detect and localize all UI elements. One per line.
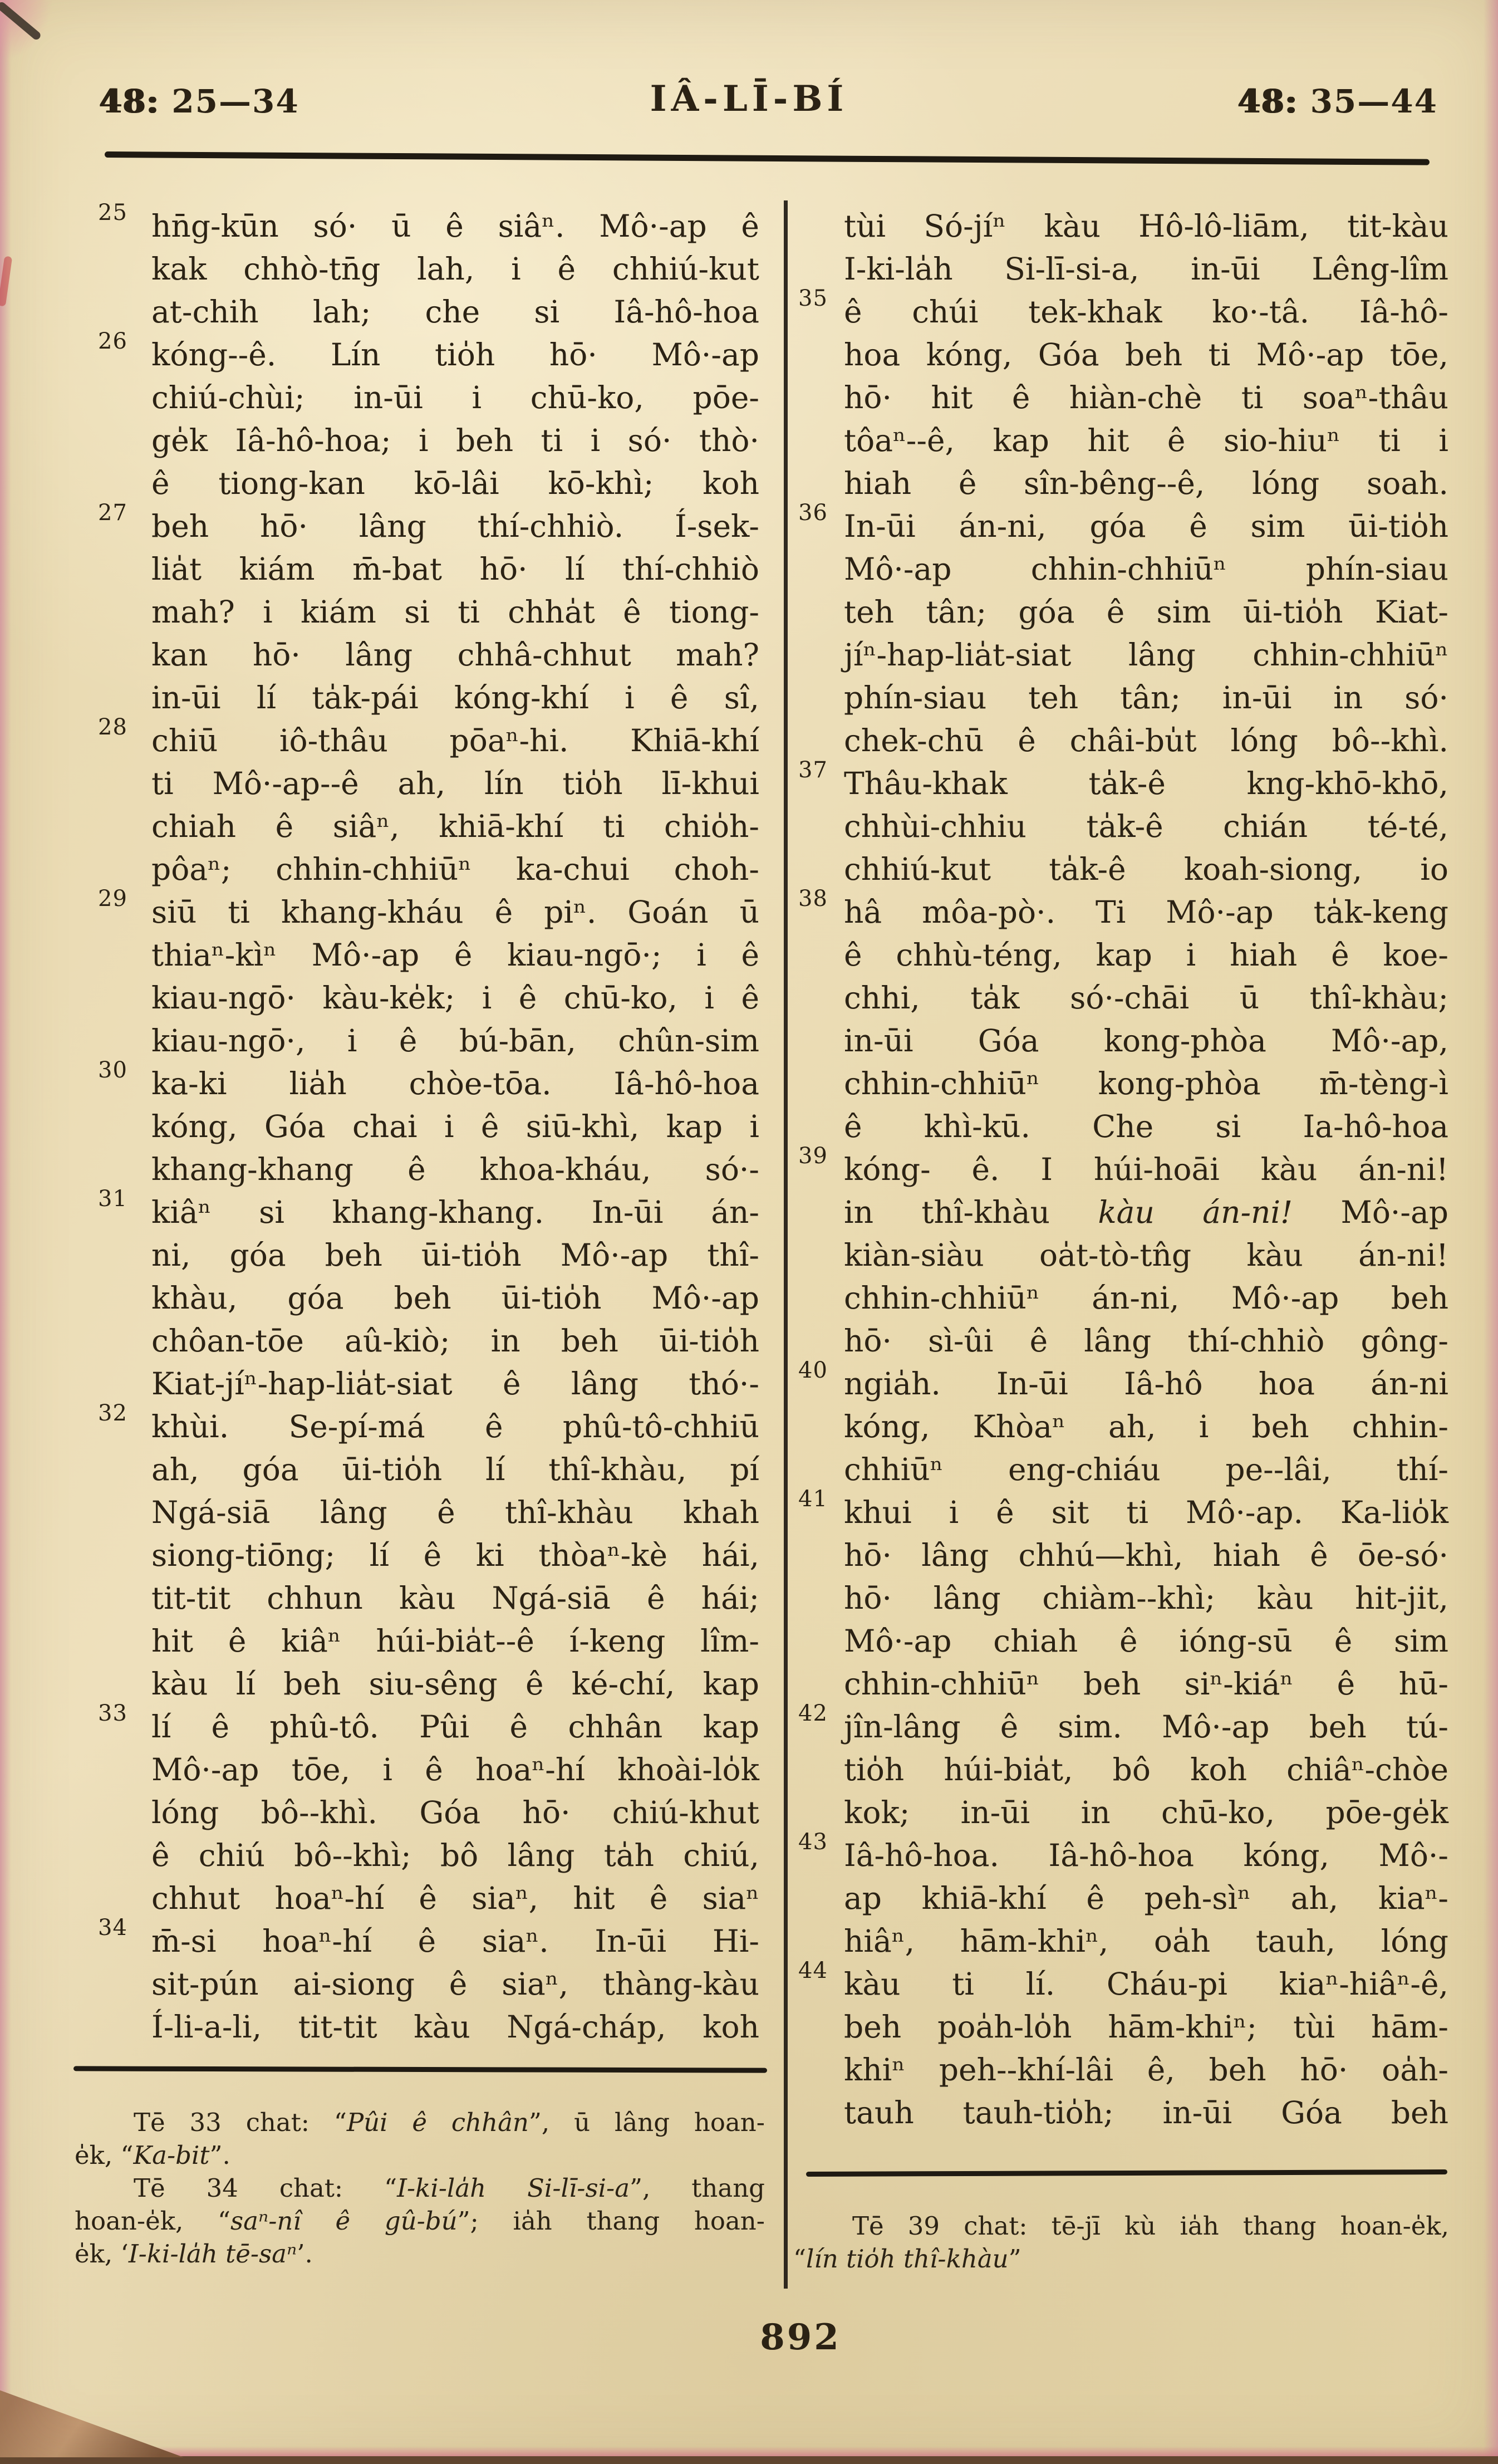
line-text: kàu lí beh siu-sêng ê ké-chí, kap [151, 1666, 759, 1702]
text-line [98, 1186, 759, 1234]
line-text: kan hō· lâng chhâ-chhut mah? [151, 637, 759, 673]
verse-number: 34 [98, 1915, 127, 1941]
text-line [798, 1958, 1448, 2006]
verse-number: 33 [98, 1701, 127, 1726]
footnote-line [75, 2205, 765, 2237]
verse-number: 29 [98, 886, 127, 912]
line-text: Mô·-ap chhin-chhiūⁿ phín-siau [844, 551, 1448, 587]
text-line [844, 1791, 1448, 1834]
line-text: hō· lâng chiàm--khì; kàu hit-jit, [844, 1580, 1448, 1616]
line-text: ka-ki lia̍h chòe-tōa. Iâ-hô-hoa [151, 1066, 759, 1101]
line-text: In-ūi án-ni, góa ê sim ūi-tio̍h [844, 508, 1448, 544]
text-line [151, 1748, 759, 1791]
text-line [98, 1701, 759, 1748]
text-line [151, 591, 759, 634]
line-text: kak chhò-tn̄g lah, i ê chhiú-kut [151, 251, 759, 287]
text-line [844, 1062, 1448, 1105]
line-text: kàu ti lí. Cháu-pi kiaⁿ-hiâⁿ-ê, [844, 1966, 1448, 2002]
line-text: m̄-si hoaⁿ-hí ê siaⁿ. In-ūi Hi- [151, 1923, 759, 1959]
text-line [844, 934, 1448, 977]
verse-number: 26 [98, 329, 127, 354]
text-line [844, 677, 1448, 719]
line-text: chhin-chhiūⁿ án-ni, Mô·-ap beh [844, 1280, 1448, 1316]
text-line [844, 548, 1448, 591]
line-text: pôaⁿ; chhin-chhiūⁿ ka-chui choh- [151, 851, 759, 887]
line-text: lia̍t kiám m̄-bat hō· lí thí-chhiò [151, 551, 759, 587]
text-line [844, 805, 1448, 848]
text-line [151, 1148, 759, 1191]
line-text: in thî-khàu kàu án-ni! Mô·-ap [844, 1194, 1448, 1230]
text-line [98, 1915, 759, 1963]
line-text: Iâ-hô-hoa. Iâ-hô-hoa kóng, Mô·- [844, 1838, 1448, 1873]
text-line [844, 2091, 1448, 2134]
column-divider [784, 200, 788, 2289]
line-text: chôan-tōe aû-kiò; in beh ūi-tio̍h [151, 1323, 759, 1359]
footnote-text: Tē 34 chat: “I-ki-la̍h Si-lī-si-a”, thang [134, 2173, 765, 2203]
line-text: jîn-lâng ê sim. Mô·-ap beh tú- [844, 1709, 1448, 1745]
text-line [844, 419, 1448, 462]
verse-number: 43 [798, 1829, 828, 1855]
line-text: chhin-chhiūⁿ beh siⁿ-kiáⁿ ê hū- [844, 1666, 1448, 1702]
line-text: khui i ê sit ti Mô·-ap. Ka-lio̍k [844, 1495, 1448, 1530]
text-line [151, 1877, 759, 1920]
chapter-number-right: 48: [1237, 82, 1298, 120]
line-text: Mô·-ap tōe, i ê hoaⁿ-hí khoài-lo̍k [151, 1752, 759, 1787]
line-text: tùi Só-jíⁿ kàu Hô-lô-liām, tit-kàu [844, 208, 1448, 244]
page-edge-left [0, 0, 11, 2464]
text-line [844, 591, 1448, 634]
text-line [151, 1491, 759, 1534]
verse-range-right [1237, 82, 1438, 120]
line-text: chhùi-chhiu ta̍k-ê chián té-té, [844, 809, 1448, 844]
verse-number: 32 [98, 1400, 127, 1426]
text-line [844, 248, 1448, 291]
text-line [844, 376, 1448, 419]
text-line [844, 334, 1448, 376]
text-line [844, 1920, 1448, 1963]
text-line [844, 1105, 1448, 1148]
line-text: hō· lâng chhú—khì, hiah ê ōe-só· [844, 1537, 1448, 1573]
page-edge-bottom-shadow [0, 2456, 1498, 2464]
text-line [844, 1405, 1448, 1448]
line-text: hiâⁿ, hām-khiⁿ, oa̍h tauh, lóng [844, 1923, 1448, 1959]
line-text: kok; in-ūi in chū-ko, pōe-ge̍k [844, 1795, 1448, 1830]
line-text: siong-tiōng; lí ê ki thòaⁿ-kè hái, [151, 1537, 759, 1573]
line-text: kóng- ê. I húi-hoāi kàu án-ni! [844, 1152, 1448, 1187]
text-line [151, 1534, 759, 1577]
line-text: chiū iô-thâu pōaⁿ-hi. Khiā-khí [151, 723, 759, 758]
text-line [151, 1234, 759, 1277]
line-text: chiú-chùi; in-ūi i chū-ko, pōe- [151, 380, 759, 415]
verse-number: 36 [798, 500, 828, 526]
verse-number: 40 [798, 1358, 828, 1383]
text-line [151, 248, 759, 291]
line-text: kóng--ê. Lín tio̍h hō· Mô·-ap [151, 337, 759, 373]
line-text: Ngá-siā lâng ê thî-khàu khah [151, 1495, 759, 1530]
verse-number: 25 [98, 200, 127, 226]
footnote-line [793, 2210, 1449, 2242]
text-line [798, 757, 1448, 805]
line-text: hō· hit ê hiàn-chè ti soaⁿ-thâu [844, 380, 1448, 415]
text-line [844, 1320, 1448, 1363]
line-text: tio̍h húi-bia̍t, bô koh chiâⁿ-chòe [844, 1752, 1448, 1787]
line-text: hiah ê sîn-bêng--ê, lóng soah. [844, 466, 1448, 501]
line-text: tit-tit chhun kàu Ngá-siā ê hái; [151, 1580, 759, 1616]
text-line [98, 500, 759, 548]
line-text: ê tiong-kan kō-lâi kō-khì; koh [151, 466, 759, 501]
verse-number: 28 [98, 714, 127, 740]
text-line [151, 376, 759, 419]
footnotes-left [75, 2106, 765, 2270]
footnote-text: e̍k, ‘I-ki-la̍h tē-saⁿ’. [75, 2239, 313, 2269]
text-line [151, 419, 759, 462]
line-text: ni, góa beh ūi-tio̍h Mô·-ap thî- [151, 1237, 759, 1273]
text-line [798, 886, 1448, 934]
text-line [844, 1577, 1448, 1620]
text-line [844, 1277, 1448, 1320]
footnote-line [793, 2242, 1449, 2275]
line-text: ti Mô·-ap--ê ah, lín tio̍h lī-khui [151, 766, 759, 801]
line-text: ah, góa ūi-tio̍h lí thî-khàu, pí [151, 1452, 759, 1487]
text-line [151, 677, 759, 719]
line-text: mah? i kiám si ti chha̍t ê tiong- [151, 594, 759, 630]
line-text: Í-li-a-li, tit-tit kàu Ngá-cháp, koh [151, 2009, 759, 2045]
verse-number: 41 [798, 1486, 828, 1512]
footnote-text: Tē 39 chat: tē-jī kù ia̍h thang hoan-e̍k, [852, 2211, 1449, 2241]
text-line [798, 500, 1448, 548]
line-text: teh tân; góa ê sim ūi-tio̍h Kiat- [844, 594, 1448, 630]
text-line [151, 1791, 759, 1834]
text-line [98, 886, 759, 934]
text-line [844, 2049, 1448, 2091]
line-text: chhi, ta̍k só·-chāi ū thî-khàu; [844, 980, 1448, 1016]
page-number: 892 [760, 2316, 841, 2358]
footnote-text: Tē 33 chat: “Pûi ê chhân”, ū lâng hoan- [134, 2108, 765, 2137]
text-line [844, 2006, 1448, 2049]
text-line [844, 205, 1448, 248]
verse-span-right: 35—44 [1310, 82, 1438, 120]
text-line [98, 1400, 759, 1448]
line-text: jíⁿ-hap-lia̍t-siat lâng chhin-chhiūⁿ [844, 637, 1448, 673]
text-line [151, 1277, 759, 1320]
text-line [798, 1143, 1448, 1191]
line-text: hn̄g-kūn só· ū ê siâⁿ. Mô·-ap ê [151, 208, 759, 244]
line-text: tauh tauh-tio̍h; in-ūi Góa beh [844, 2095, 1448, 2130]
footnotes-right [793, 2210, 1449, 2275]
line-text: lóng bô--khì. Góa hō· chiú-khut [151, 1795, 759, 1830]
header-rule [105, 151, 1430, 165]
text-line [151, 1448, 759, 1491]
text-line [844, 1448, 1448, 1491]
text-line [798, 1358, 1448, 1405]
text-line [151, 291, 759, 334]
line-text: chiah ê siâⁿ, khiā-khí ti chio̍h- [151, 809, 759, 844]
text-line [151, 848, 759, 891]
text-line [844, 1620, 1448, 1663]
verse-number: 44 [798, 1958, 828, 1983]
text-line [151, 634, 759, 677]
text-line [844, 1534, 1448, 1577]
line-text: hoa kóng, Góa beh ti Mô·-ap tōe, [844, 337, 1448, 373]
verse-number: 39 [798, 1143, 828, 1169]
footnote-line [75, 2106, 765, 2139]
text-line [98, 200, 759, 248]
chapter-number-left: 48: [99, 82, 160, 120]
text-line [151, 1620, 759, 1663]
text-line [844, 719, 1448, 762]
text-line [151, 1363, 759, 1405]
line-text: phín-siau teh tân; in-ūi in só· [844, 680, 1448, 716]
text-line [151, 1320, 759, 1363]
text-line [844, 977, 1448, 1020]
text-line [151, 1105, 759, 1148]
line-text: tôaⁿ--ê, kap hit ê sio-hiuⁿ ti i [844, 423, 1448, 458]
book-title: IÂ-LĪ-BÍ [650, 78, 848, 120]
line-text: khiⁿ peh--khí-lâi ê, beh hō· oa̍h- [844, 2052, 1448, 2088]
text-line [844, 848, 1448, 891]
line-text: thiaⁿ-kìⁿ Mô·-ap ê kiau-ngō·; i ê [151, 937, 759, 973]
text-line [844, 1191, 1448, 1234]
line-text: kóng, Góa chai i ê siū-khì, kap i [151, 1109, 759, 1144]
line-text: Thâu-khak ta̍k-ê kng-khō-khō, [844, 766, 1448, 801]
line-text: hit ê kiâⁿ húi-bia̍t--ê í-keng lîm- [151, 1623, 759, 1659]
verse-number: 42 [798, 1701, 828, 1726]
line-text: chhiú-kut ta̍k-ê koah-siong, io [844, 851, 1448, 887]
text-line [151, 1834, 759, 1877]
text-line [98, 329, 759, 376]
footnote-line [75, 2172, 765, 2205]
footnote-text: hoan-e̍k, “saⁿ-nî ê gû-bú”; ia̍h thang hoan- [75, 2206, 765, 2236]
line-text: ngia̍h. In-ūi Iâ-hô hoa án-ni [844, 1366, 1448, 1402]
text-line [798, 1829, 1448, 1877]
line-text: kiau-ngō·, i ê bú-bān, chûn-sim [151, 1023, 759, 1059]
text-line [798, 286, 1448, 334]
line-text: Mô·-ap chiah ê ióng-sū ê sim [844, 1623, 1448, 1659]
line-text: hâ môa-pò·. Ti Mô·-ap ta̍k-keng [844, 894, 1448, 930]
text-line [151, 548, 759, 591]
line-text: in-ūi Góa kong-phòa Mô·-ap, [844, 1023, 1448, 1059]
text-line [151, 762, 759, 805]
line-text: in-ūi lí ta̍k-pái kóng-khí i ê sî, [151, 680, 759, 716]
text-line [151, 977, 759, 1020]
footnote-text: e̍k, “Ka-bit”. [75, 2140, 230, 2170]
footnote-line [75, 2139, 765, 2172]
line-text: ê khì-kū. Che si Ia-hô-hoa [844, 1109, 1448, 1144]
verse-range-left [99, 82, 299, 120]
line-text: ê chiú bô--khì; bô lâng ta̍h chiú, [151, 1838, 759, 1873]
line-text: kiàn-siàu oa̍t-tò-tn̂g kàu án-ni! [844, 1237, 1448, 1273]
text-line [798, 1486, 1448, 1534]
line-text: beh hō· lâng thí-chhiò. Í-sek- [151, 508, 759, 544]
line-text: beh poa̍h-lo̍h hām-khiⁿ; tùi hām- [844, 2009, 1448, 2045]
footnote-line [75, 2237, 765, 2270]
text-line [151, 805, 759, 848]
verse-span-left: 25—34 [171, 82, 299, 120]
line-text: kóng, Khòaⁿ ah, i beh chhin- [844, 1409, 1448, 1444]
line-text: ap khiā-khí ê peh-sìⁿ ah, kiaⁿ- [844, 1880, 1448, 1916]
text-line [844, 1020, 1448, 1062]
text-line [151, 1663, 759, 1706]
text-line [151, 2006, 759, 2049]
text-line [844, 462, 1448, 505]
line-text: siū ti khang-kháu ê piⁿ. Goán ū [151, 894, 759, 930]
text-line [844, 634, 1448, 677]
line-text: I-ki-la̍h Si-lī-si-a, in-ūi Lêng-lîm [844, 251, 1448, 287]
footnote-rule-left [73, 2066, 767, 2073]
line-text: kiau-ngō· kàu-ke̍k; i ê chū-ko, i ê [151, 980, 759, 1016]
text-line [844, 1663, 1448, 1706]
footnote-rule-right [806, 2169, 1447, 2177]
line-text: chek-chū ê châi-bu̍t lóng bô--khì. [844, 723, 1448, 758]
line-text: ê chúi tek-khak ko·-tâ. Iâ-hô- [844, 294, 1448, 330]
line-text: ge̍k Iâ-hô-hoa; i beh ti i só· thò· [151, 423, 759, 458]
text-line [151, 462, 759, 505]
verse-number: 31 [98, 1186, 127, 1212]
verse-number: 30 [98, 1057, 127, 1083]
line-text: khàu, góa beh ūi-tio̍h Mô·-ap [151, 1280, 759, 1316]
line-text: lí ê phû-tô. Pûi ê chhân kap [151, 1709, 759, 1745]
line-text: at-chih lah; che si Iâ-hô-hoa [151, 294, 759, 330]
text-line [151, 934, 759, 977]
line-text: khang-khang ê khoa-kháu, só·- [151, 1152, 759, 1187]
text-line [98, 1057, 759, 1105]
text-line [151, 1963, 759, 2006]
text-column-left [98, 200, 759, 2049]
verse-number: 27 [98, 500, 127, 526]
text-line [98, 714, 759, 762]
text-line [151, 1577, 759, 1620]
text-line [844, 1877, 1448, 1920]
verse-number: 37 [798, 757, 828, 783]
text-line [844, 1234, 1448, 1277]
text-line [151, 1020, 759, 1062]
line-text: Kiat-jíⁿ-hap-lia̍t-siat ê lâng thó·- [151, 1366, 759, 1402]
page-edge-bottom-pink [0, 2446, 1498, 2457]
line-text: hō· sì-ûi ê lâng thí-chhiò gông- [844, 1323, 1448, 1359]
verse-number: 38 [798, 886, 828, 912]
verse-number: 35 [798, 286, 828, 311]
line-text: kiâⁿ si khang-khang. In-ūi án- [151, 1194, 759, 1230]
line-text: chhiūⁿ eng-chiáu pe--lâi, thí- [844, 1452, 1448, 1487]
text-line [844, 1748, 1448, 1791]
line-text: chhut hoaⁿ-hí ê siaⁿ, hit ê siaⁿ [151, 1880, 759, 1916]
line-text: chhin-chhiūⁿ kong-phòa m̄-tèng-ì [844, 1066, 1448, 1101]
footnote-text: “lín tio̍h thî-khàu” [793, 2244, 1021, 2274]
text-column-right [798, 205, 1448, 2134]
line-text: khùi. Se-pí-má ê phû-tô-chhiū [151, 1409, 759, 1444]
line-text: sit-pún ai-siong ê siaⁿ, thàng-kàu [151, 1966, 759, 2002]
text-line [798, 1701, 1448, 1748]
page-edge-right [1484, 0, 1498, 2464]
line-text: ê chhù-téng, kap i hiah ê koe- [844, 937, 1448, 973]
